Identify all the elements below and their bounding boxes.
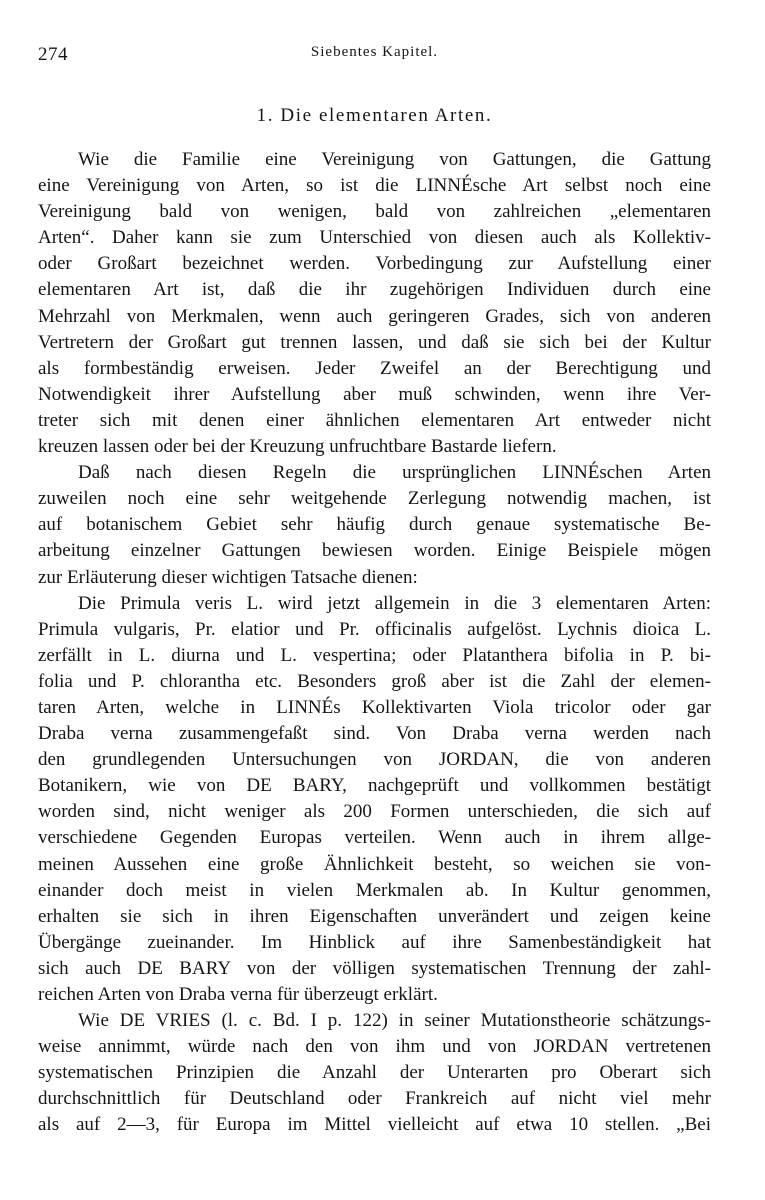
text-line: folia und P. chlorantha etc. Besonders groß aber ist die Zahl der elemen- <box>38 670 711 692</box>
text-line: oder Großart bezeichnet werden. Vorbedingung zur Aufstellung einer <box>38 253 711 275</box>
book-page <box>38 40 711 1139</box>
paragraph-2 <box>38 460 711 590</box>
text-line: zerfällt in L. diurna und L. vespertina; oder Platanthera bifolia in P. bi- <box>38 644 711 666</box>
text-line: eine Vereinigung von Arten, so ist die LINNÉsche Art selbst noch eine <box>38 175 711 197</box>
text-line: Draba verna zusammengefaßt sind. Von Draba verna werden nach <box>38 723 711 745</box>
chapter-title: Siebentes Kapitel. <box>310 44 439 60</box>
text-line: Die Primula veris L. wird jetzt allgemein in die 3 elementaren Arten: <box>78 592 711 614</box>
page-number: 274 <box>38 44 68 65</box>
text-line: Daß nach diesen Regeln die ursprünglichen LINNÉschen Arten <box>78 462 711 484</box>
text-line: Botanikern, wie von DE BARY, nachgeprüft und vollkommen bestätigt <box>38 775 711 797</box>
text-line: Übergänge zueinander. Im Hinblick auf ihre Samenbeständigkeit hat <box>38 931 711 953</box>
text-line: Wie DE VRIES (l. c. Bd. I p. 122) in seiner Mutationstheorie schätzungs- <box>78 1010 711 1032</box>
text-line: zur Erläuterung dieser wichtigen Tatsache dienen: <box>38 566 418 588</box>
paragraph-3 <box>38 591 711 1009</box>
text-line: sich auch DE BARY von der völligen systematischen Trennung der zahl- <box>38 957 711 979</box>
text-line: elementaren Art ist, daß die ihr zugehörigen Individuen durch eine <box>38 279 711 301</box>
text-line: worden sind, nicht weniger als 200 Formen unterschieden, die sich auf <box>38 801 711 823</box>
text-line: auf botanischem Gebiet sehr häufig durch genaue systematische Be- <box>38 514 711 536</box>
body-text <box>38 147 711 1139</box>
text-line: treter sich mit denen einer ähnlichen elementaren Art entweder nicht <box>38 409 711 431</box>
text-line: Mehrzahl von Merkmalen, wenn auch geringeren Grades, sich von anderen <box>38 305 711 327</box>
text-line: arbeitung einzelner Gattungen bewiesen worden. Einige Beispiele mögen <box>38 540 711 562</box>
text-line: Wie die Familie eine Vereinigung von Gattungen, die Gattung <box>78 149 711 170</box>
paragraph-1 <box>38 147 711 460</box>
text-line: Vertretern der Großart gut trennen lassen, und daß sie sich bei der Kultur <box>38 331 711 353</box>
running-head <box>38 40 711 66</box>
text-line: meinen Aussehen eine große Ähnlichkeit besteht, so weichen sie von- <box>38 853 711 875</box>
paragraph-4 <box>38 1008 711 1138</box>
text-line: als auf 2—3, für Europa im Mittel vielleicht auf etwa 10 stellen. „Bei <box>38 1114 711 1136</box>
text-line: systematischen Prinzipien die Anzahl der Unterarten pro Oberart sich <box>38 1062 711 1084</box>
text-line: zuweilen noch eine sehr weitgehende Zerlegung notwendig machen, ist <box>38 488 711 510</box>
text-line: Arten“. Daher kann sie zum Unterschied von diesen auch als Kollektiv- <box>38 227 711 249</box>
text-line: durchschnittlich für Deutschland oder Frankreich auf nicht viel mehr <box>38 1088 711 1110</box>
text-line: verschiedene Gegenden Europas verteilen. Wenn auch in ihrem allge- <box>38 827 711 849</box>
text-line: kreuzen lassen oder bei der Kreuzung unfruchtbare Bastarde liefern. <box>38 436 557 458</box>
text-line: den grundlegenden Untersuchungen von JORDAN, die von anderen <box>38 749 711 771</box>
text-line: erhalten sie sich in ihren Eigenschaften unverändert und zeigen keine <box>38 905 711 927</box>
text-line: weise annimmt, würde nach den von ihm und von JORDAN vertretenen <box>38 1036 711 1058</box>
text-line: als formbeständig erweisen. Jeder Zweifel an der Berechtigung und <box>38 357 711 379</box>
text-line: reichen Arten von Draba verna für überzeugt erklärt. <box>38 984 438 1005</box>
section-heading: 1. Die elementaren Arten. <box>256 105 493 126</box>
text-line: Notwendigkeit ihrer Aufstellung aber muß schwinden, wenn ihre Ver- <box>38 383 711 405</box>
text-line: Primula vulgaris, Pr. elatior und Pr. officinalis aufgelöst. Lychnis dioica L. <box>38 618 711 640</box>
text-line: einander doch meist in vielen Merkmalen ab. In Kultur genommen, <box>38 879 711 901</box>
text-line: taren Arten, welche in LINNÉs Kollektivarten Viola tricolor oder gar <box>38 696 711 718</box>
text-line: Vereinigung bald von wenigen, bald von zahlreichen „elementaren <box>38 201 711 223</box>
